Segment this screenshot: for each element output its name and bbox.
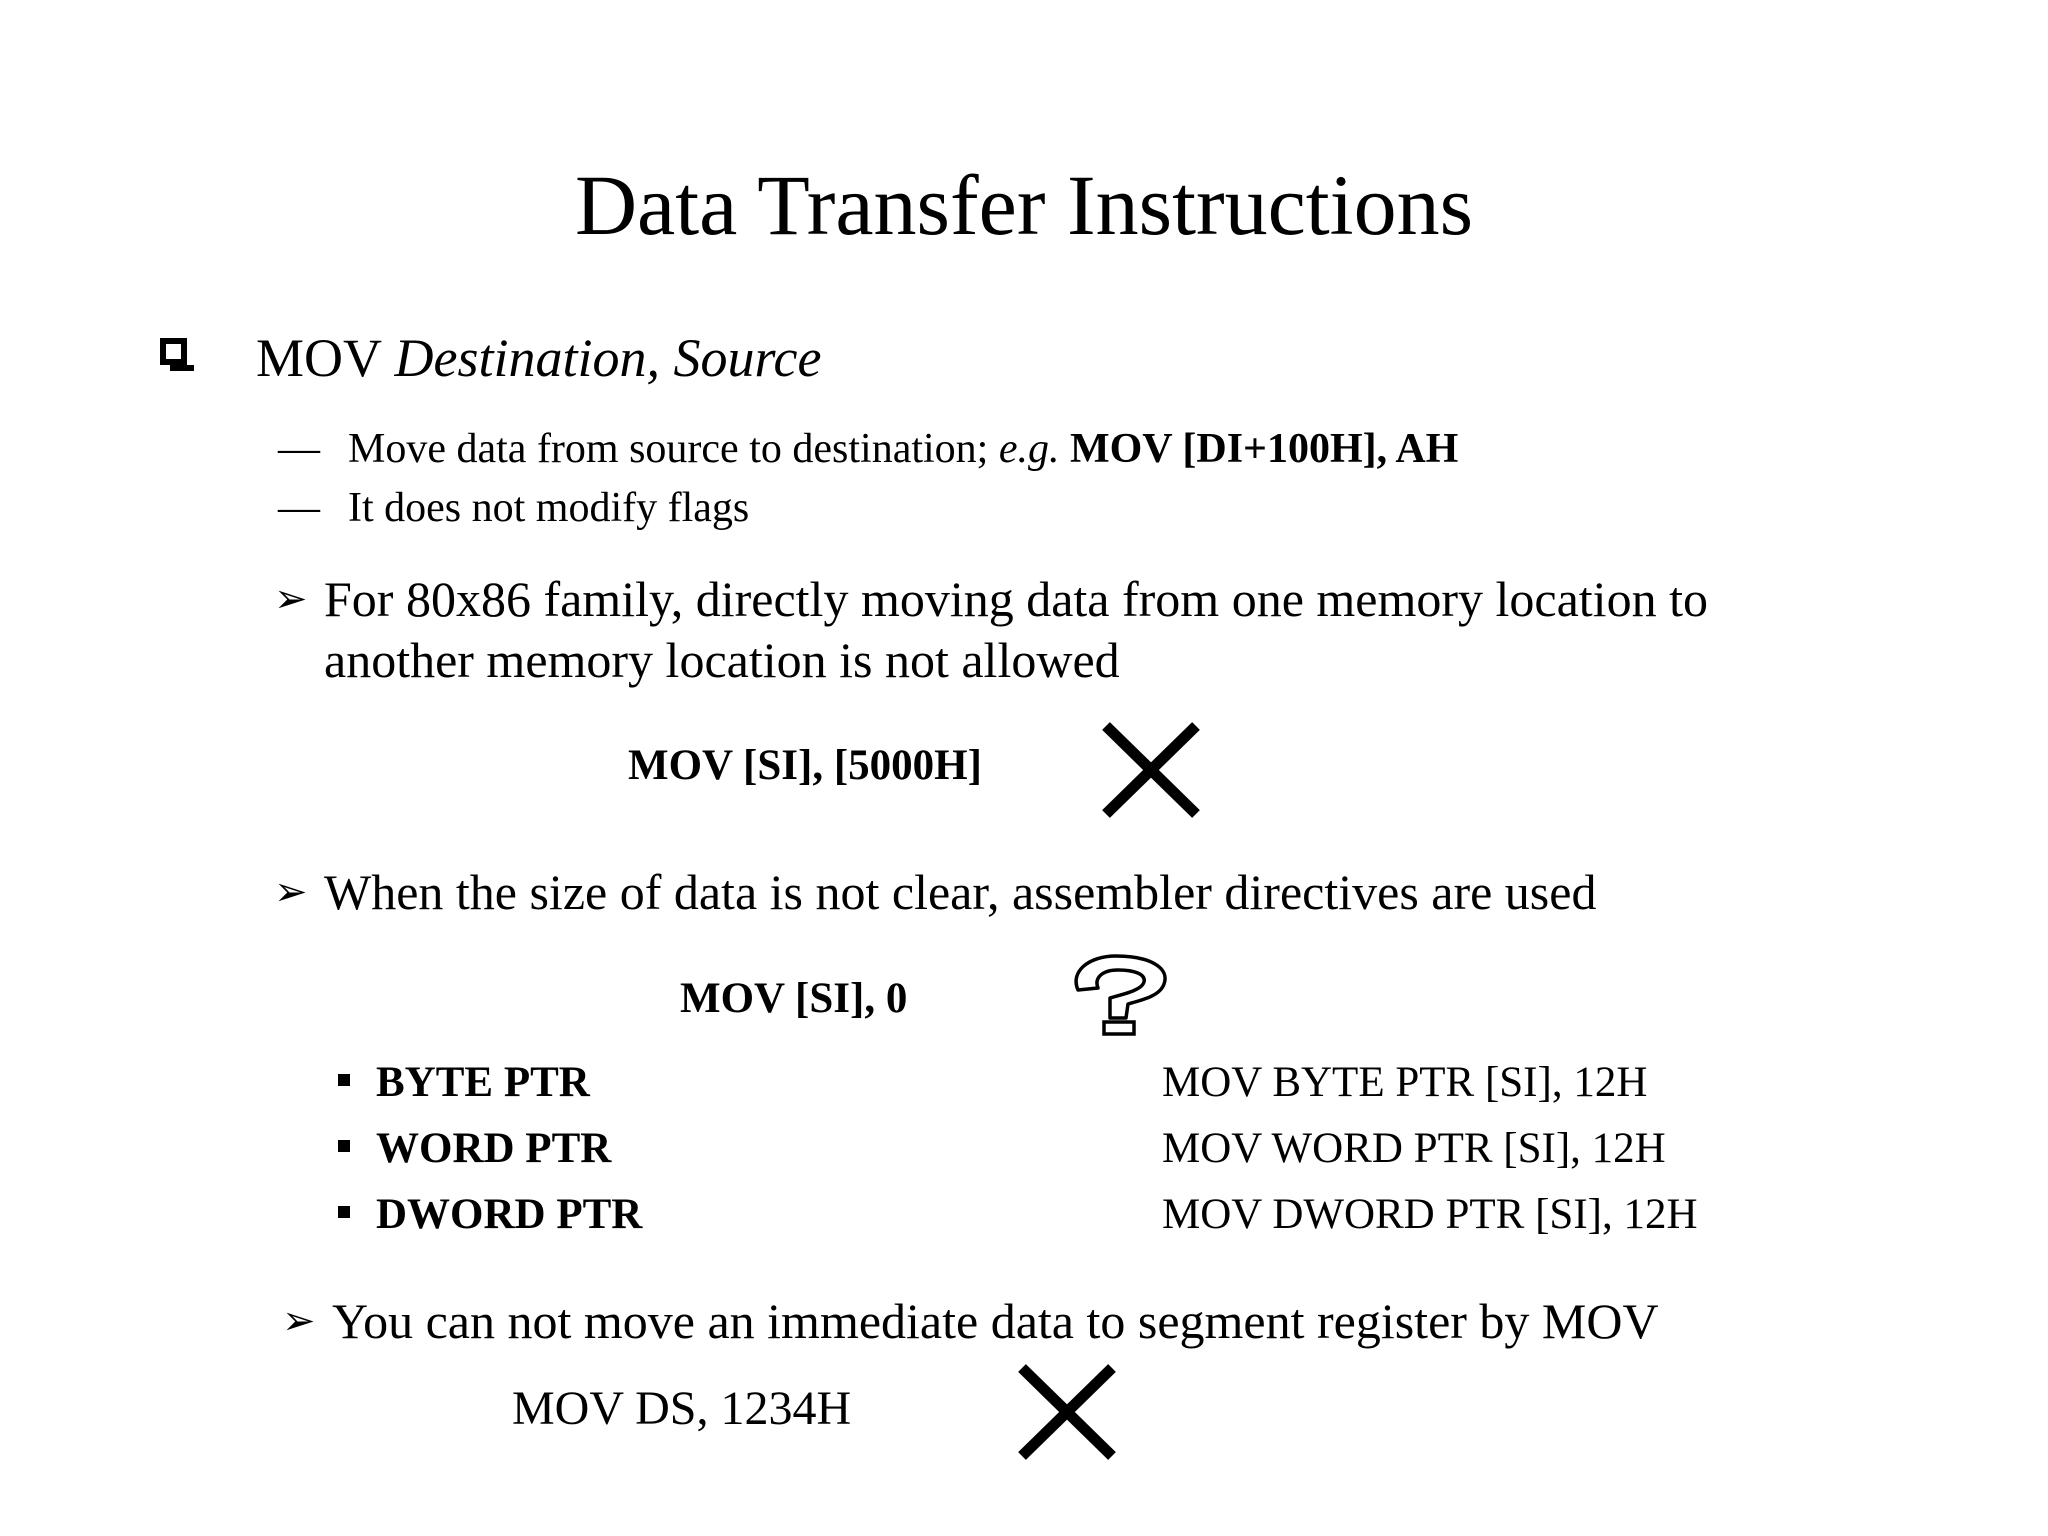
sub-point-flags [278,483,749,533]
arrow-bullet-icon: ➢ [282,1298,316,1344]
sub-point-text: It does not modify flags [348,485,750,531]
arrow-point-memory-line2: another memory location is not allowed [324,632,1120,688]
code-ambiguous-size: MOV [SI], 0 [680,975,908,1022]
square-bullet-icon [338,1206,350,1218]
square-bullet-icon [338,1074,350,1086]
directive-name: BYTE PTR [376,1059,590,1106]
directive-byte-ptr [338,1057,590,1109]
example-instruction: MOV [DI+100H], AH [1070,426,1459,472]
code-segment-register: MOV DS, 1234H [512,1382,852,1435]
arrow-bullet-icon: ➢ [274,869,308,915]
arrow-point-text: When the size of data is not clear, assembler directives are used [324,864,1597,920]
directive-dword-ptr [338,1189,642,1241]
directive-dword-example: MOV DWORD PTR [SI], 12H [1162,1191,1698,1238]
question-mark-icon [1064,950,1174,1036]
cross-icon [1098,720,1204,820]
arrow-point-text: You can not move an immediate data to segment register by MOV [332,1293,1659,1349]
directive-name: DWORD PTR [376,1191,643,1238]
checkbox-bullet-icon [160,338,187,365]
arrow-point-segment [282,1290,1659,1352]
arrow-point-size [274,861,1596,923]
dash-glyph: — [278,426,320,472]
arrow-bullet-icon: ➢ [274,576,308,622]
directive-byte-example: MOV BYTE PTR [SI], 12H [1162,1059,1648,1106]
dash-glyph: — [278,485,320,531]
sub-point-move [278,424,1458,474]
cross-icon [1014,1362,1120,1462]
mov-opcode: MOV [256,328,382,388]
eg-label: e.g. [998,426,1060,472]
arrow-point-text: For 80x86 family, directly moving data from one memory location to [324,571,1708,627]
main-bullet [256,326,821,390]
code-memory-to-memory: MOV [SI], [5000H] [628,742,982,789]
square-bullet-icon [338,1140,350,1152]
arrow-point-memory [274,568,1708,630]
sub-point-text: Move data from source to destination; [348,426,989,472]
directive-word-example: MOV WORD PTR [SI], 12H [1162,1125,1666,1172]
slide-title: Data Transfer Instructions [574,157,1474,253]
mov-operands: Destination, Source [394,328,822,388]
directive-word-ptr [338,1123,611,1175]
directive-name: WORD PTR [376,1125,612,1172]
